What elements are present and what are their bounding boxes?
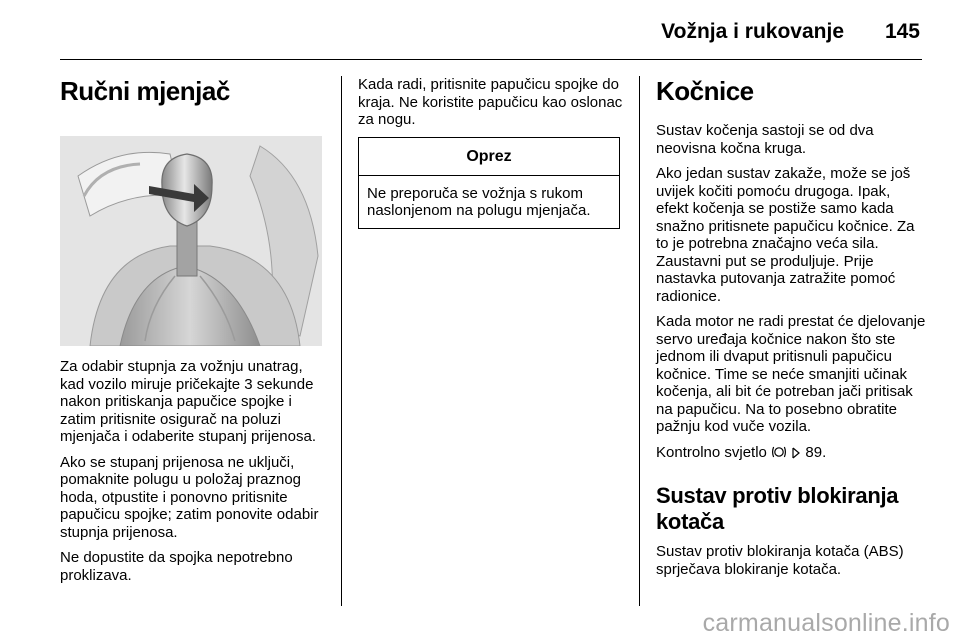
caution-box — [358, 137, 620, 229]
paragraph-brake-failure: Ako jedan sustav zakaže, može se još uvijek kočiti pomoću drugoga. Ipak, efekt kočenja se postiže samo kada snažno pritisnete papučicu kočnice. Za to je potrebna značajno veća sila. Zaustavni put se produljuje. Prije nastavka putovanja zatražite pomoć radionice. — [656, 165, 915, 305]
page-reference-arrow-icon — [791, 446, 801, 464]
warning-light-label: Kontrolno svjetlo — [656, 443, 767, 461]
heading-abs: Sustav protiv blokiranja kotača — [656, 483, 899, 534]
page-number: 145 — [884, 20, 920, 43]
paragraph-warning-light — [656, 444, 926, 464]
column-manual-transmission — [60, 62, 326, 592]
heading-brakes: Kočnice — [656, 76, 754, 106]
paragraph-clutch-operation: Kada radi, pritisnite papučicu spojke do kraja. Ne koristite papučicu kao oslonac za nogu. — [358, 76, 623, 128]
column-brakes — [656, 62, 926, 586]
paragraph-abs: Sustav protiv blokiranja kotača (ABS) sprječava blokiranje kotača. — [656, 543, 904, 578]
caution-title: Oprez — [359, 138, 619, 176]
caution-text: Ne preporuča se vožnja s rukom naslonjenom na polugu mjenjača. — [367, 184, 591, 219]
brake-warning-light-icon — [771, 445, 787, 464]
watermark: carmanualsonline.info — [702, 609, 950, 637]
paragraph-reverse-gear: Za odabir stupnja za vožnju unatrag, kad vozilo miruje pričekajte 3 sekunde nakon pritiskanja papučice spojke i zatim pritisnite osigurač na poluzi mjenjača i odaberite stupanj prijenosa. — [60, 358, 316, 445]
paragraph-brake-circuits: Sustav kočenja sastoji se od dva neovisna kočna kruga. — [656, 122, 874, 157]
section-title: Vožnja i rukovanje — [661, 20, 844, 43]
warning-light-page-ref: 89. — [805, 443, 827, 461]
column-divider — [341, 76, 342, 606]
paragraph-clutch-slip: Ne dopustite da spojka nepotrebno proklizava. — [60, 549, 293, 584]
page-header — [60, 14, 922, 60]
paragraph-gear-not-engaged: Ako se stupanj prijenosa ne uključi, pomaknite polugu u položaj praznog hoda, otpustite i ponovno pritisnite papučicu spojke; zatim ponovite odabir stupnja prijenosa. — [60, 453, 319, 541]
column-divider — [639, 76, 640, 606]
column-clutch — [358, 62, 624, 229]
gear-shift-illustration — [60, 136, 322, 346]
heading-manual-transmission: Ručni mjenjač — [60, 76, 230, 106]
paragraph-engine-off: Kada motor ne radi prestat će djelovanje servo uređaja kočnice nakon što ste jednom ili dvaput pritisnuli papučicu kočnice. Time se neće smanjiti učinak kočenja, ali bit će potreban jači pritisak na papučicu. Na to posebno obratite pažnju kod vuče vozila. — [656, 313, 926, 435]
